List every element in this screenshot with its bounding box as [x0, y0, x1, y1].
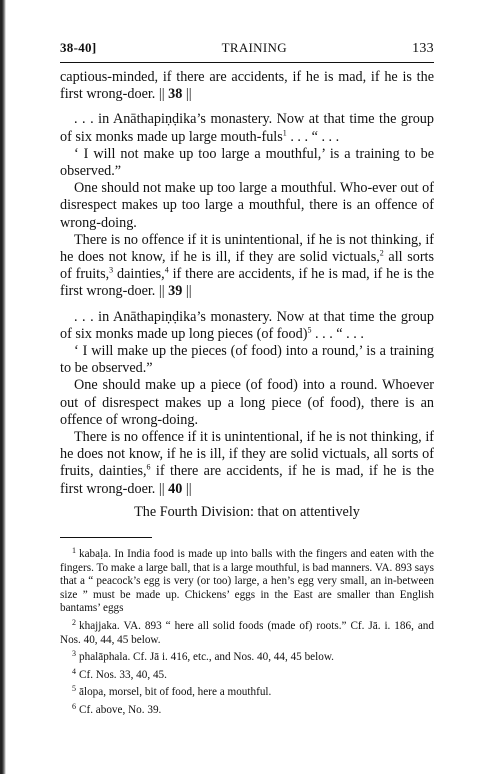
footnote-rule: [60, 537, 152, 538]
section-number: 40: [168, 480, 183, 497]
paragraph: One should not make up too large a mouthful. Who-ever out of disrespect makes up too large a mouthful, there is an offence of wrong-doing.: [60, 180, 434, 231]
footnote: $^3$ phalāphala. Cf. Jā i. 416, etc., and Nos. 40, 44, 45 below.: [72, 649, 334, 664]
footnote: $^6$ Cf. above, No. 39.: [72, 702, 162, 717]
paragraph: ‘ I will not make up too large a mouthful,’ is a training to be observed.”: [60, 145, 434, 180]
section-number: 39: [168, 283, 183, 300]
paragraph: . . . in Anāthapiṇḍika’s monastery. Now at that time the group of six monks made up long pieces (of food)$^5$ . . . “ . . .: [60, 308, 434, 342]
footnote: $^2$ khajjaka. VA. 893 “ here all solid foods (made of) roots.” Cf. Jā. i. 186, and Nos. 40, 44, 45 below.: [60, 618, 434, 646]
footnote-ref: 4: [164, 265, 169, 275]
paragraph: One should make up a piece (of food) into a round. Whoever out of disrespect makes up a long piece (of food), there is an offence of wrong-doing.: [60, 377, 434, 428]
main-text: [60, 69, 434, 521]
section-number: 38: [168, 86, 183, 103]
running-header: [60, 40, 434, 57]
page-number: 133: [412, 41, 434, 56]
paragraph: . . . in Anāthapiṇḍika’s monastery. Now at that time the group of six monks made up large mouth-fuls$^1$ . . . “ . . .: [60, 111, 434, 145]
footnote-ref: 6: [146, 462, 151, 472]
division-heading: The Fourth Division: that on attentively: [134, 503, 360, 520]
section-range: 38-40]: [60, 40, 97, 55]
paragraph: There is no offence if it is unintentional, if he is not thinking, if he does not know, if he is ill, if they are solid victuals,$^2$ all sorts of fruits,$^3$ dainties,$^4$ if there are accidents, if he is mad, if he is the first wrong-doer. || 39 ||: [60, 231, 435, 300]
paragraph: captious-minded, if there are accidents, if he is mad, if he is the first wrong-doer. || 38 ||: [60, 69, 434, 103]
footnote: $^4$ Cf. Nos. 33, 40, 45.: [72, 666, 167, 681]
footnote-ref: 5: [307, 325, 312, 335]
footnote: $^5$ ālopa, morsel, bit of food, here a mouthful.: [72, 684, 272, 699]
header-rule: [60, 62, 434, 63]
paragraph: ‘ I will make up the pieces (of food) into a round,’ is a training to be observed.”: [60, 343, 434, 377]
paragraph: There is no offence if it is unintentional, if he is not thinking, if he does not know, if he is ill, if they are solid victuals, all sorts of fruits, dainties,$^6$ if there are accidents, if he is mad, if he is the first wrong-doer. || 40 ||: [60, 429, 435, 497]
footnotes: [60, 544, 434, 718]
footnote-ref: 2: [379, 248, 384, 258]
footnote-ref: 1: [282, 127, 287, 137]
book-page: [60, 40, 434, 718]
footnote-ref: 3: [109, 265, 114, 275]
footnote: $^1$ kabaḷa. In India food is made up into balls with the fingers and eaten with the fingers. To make a large ball, that is a large mouthful, is bad manners. VA. 893 says that a “ peacock’s egg is very (or too) large, a hen’s egg very small, an in-between size ” must be made up. Chickens’ eggs in the East are smaller than English bantams’ eggs: [60, 546, 434, 615]
running-title: TRAINING: [221, 40, 287, 55]
scan-binding-edge: [0, 0, 6, 774]
